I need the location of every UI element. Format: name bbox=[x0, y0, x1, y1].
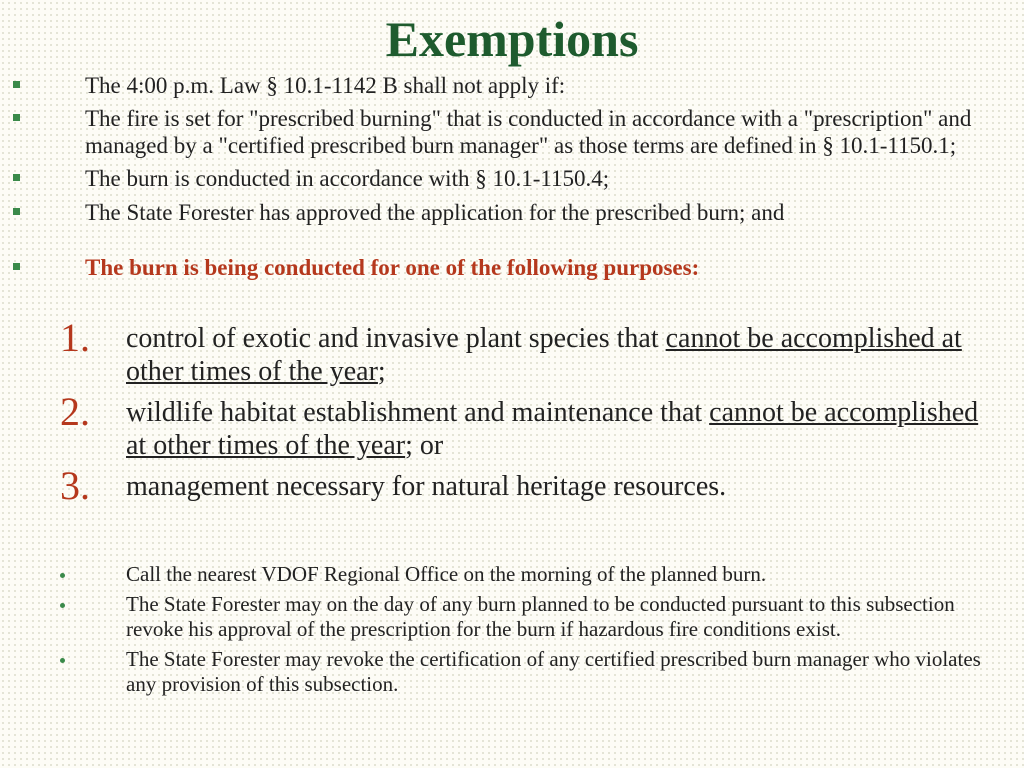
list-number: 1. bbox=[60, 315, 90, 360]
slide-title: Exemptions bbox=[385, 11, 639, 67]
note-item: The State Forester may revoke the certification of any certified prescribed burn manager who violates any provision of this subsection. bbox=[0, 647, 1006, 697]
dot-bullet-icon bbox=[60, 603, 65, 608]
purpose-item: 1. control of exotic and invasive plant species that cannot be accomplished at other times of the year; bbox=[60, 315, 962, 387]
exemption-conditions-list bbox=[0, 72, 1024, 281]
note-item: Call the nearest VDOF Regional Office on the morning of the planned burn. bbox=[0, 562, 1006, 587]
square-bullet-icon bbox=[13, 81, 20, 88]
list-number: 3. bbox=[60, 463, 90, 508]
list-item-emphasis: The burn is being conducted for one of the following purposes: bbox=[0, 254, 985, 281]
list-item: The 4:00 p.m. Law § 10.1-1142 B shall not apply if: bbox=[0, 72, 985, 99]
square-bullet-icon bbox=[13, 114, 20, 121]
dot-bullet-icon bbox=[60, 573, 65, 578]
square-bullet-icon bbox=[13, 208, 20, 215]
list-item: The State Forester has approved the application for the prescribed burn; and bbox=[0, 199, 985, 226]
note-item: The State Forester may on the day of any burn planned to be conducted pursuant to this subsection revoke his approval of the prescription for the burn if hazardous fire conditions exist. bbox=[0, 592, 1006, 642]
square-bullet-icon bbox=[13, 174, 20, 181]
list-item: The burn is conducted in accordance with § 10.1-1150.4; bbox=[0, 165, 985, 192]
purpose-item: 2. wildlife habitat establishment and maintenance that cannot be accomplished at other times of the year; or bbox=[60, 389, 979, 461]
list-item: The fire is set for "prescribed burning" that is conducted in accordance with a "prescription" and managed by a "certified prescribed burn manager" as those terms are defined in § 10.1-1150.1; bbox=[0, 105, 985, 159]
dot-bullet-icon bbox=[60, 658, 65, 663]
list-number: 2. bbox=[60, 389, 90, 434]
square-bullet-icon bbox=[13, 263, 20, 270]
purposes-list bbox=[0, 315, 1024, 508]
purpose-item: 3. management necessary for natural heritage resources. bbox=[60, 463, 727, 508]
notes-list bbox=[0, 562, 1024, 697]
